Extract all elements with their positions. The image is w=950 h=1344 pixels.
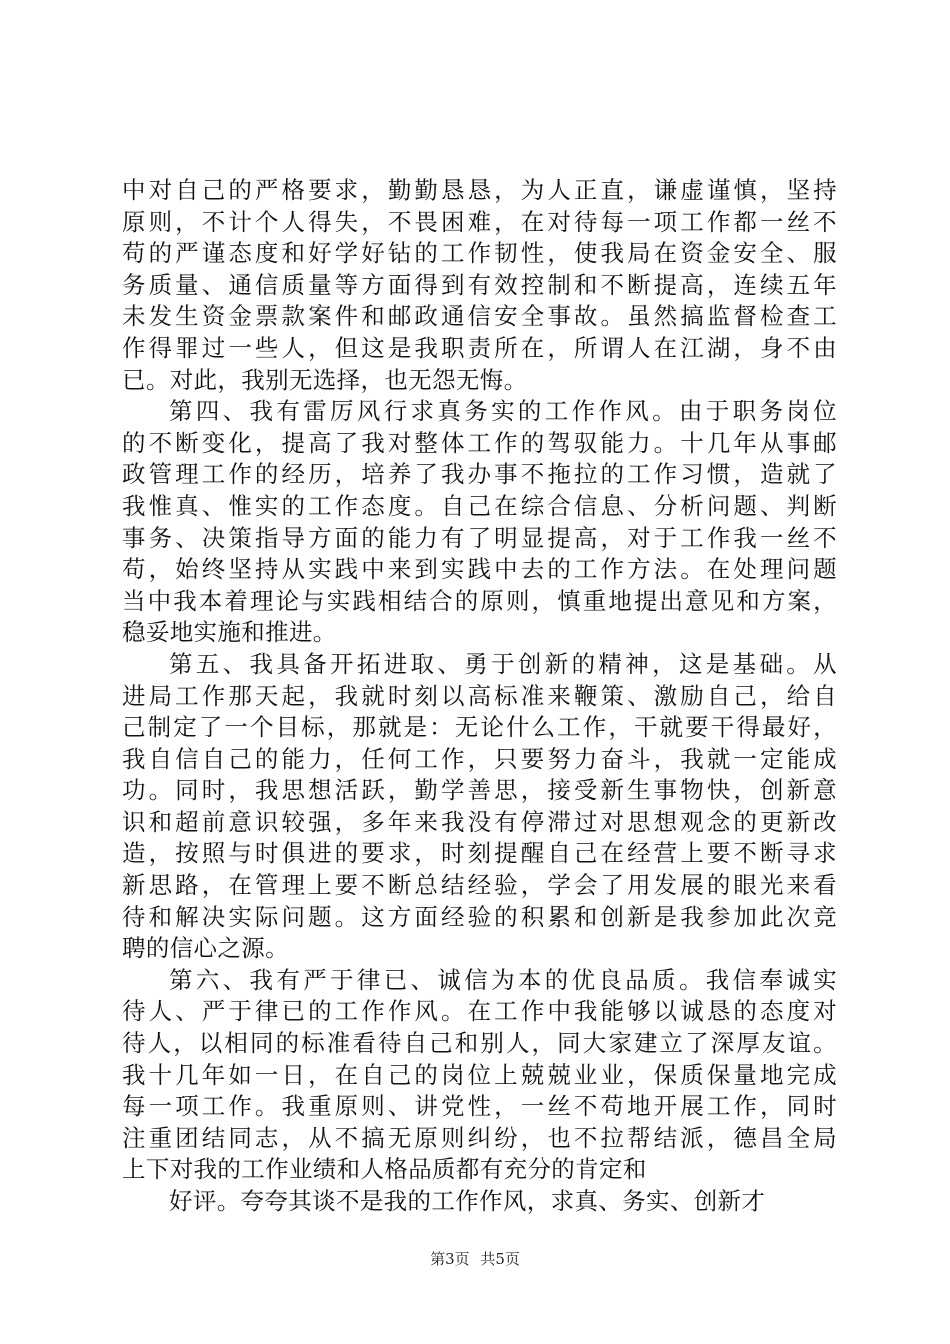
text-line: 功。同时，我思想活跃，勤学善思，接受新生事物快，创新意	[122, 776, 837, 805]
text-line: 每一项工作。我重原则、讲党性，一丝不苟地开展工作，同时	[122, 1092, 837, 1121]
text-line: 进局工作那天起，我就时刻以高标准来鞭策、激励自己，给自	[122, 681, 837, 710]
text-line: 已。对此，我别无选择，也无怨无悔。	[122, 365, 528, 394]
text-line: 聘的信心之源。	[122, 934, 289, 963]
text-line: 己制定了一个目标，那就是：无论什么工作，干就要干得最好，	[122, 713, 837, 742]
paragraph-start-line: 第五、我具备开拓进取、勇于创新的精神，这是基础。从	[169, 649, 837, 678]
text-line: 当中我本着理论与实践相结合的原则，慎重地提出意见和方案，	[122, 586, 837, 615]
page-footer	[0, 1248, 950, 1269]
body-text	[122, 175, 837, 1218]
text-line: 的不断变化，提高了我对整体工作的驾驭能力。十几年从事邮	[122, 428, 837, 457]
paragraph-start-line: 第四、我有雷厉风行求真务实的工作作风。由于职务岗位	[169, 397, 837, 426]
text-line: 我惟真、惟实的工作态度。自己在综合信息、分析问题、判断	[122, 491, 837, 520]
text-line: 务质量、通信质量等方面得到有效控制和不断提高，连续五年	[122, 270, 837, 299]
text-line: 苟的严谨态度和好学好钻的工作韧性，使我局在资金安全、服	[122, 239, 837, 268]
page-number: 第3页	[430, 1250, 470, 1268]
text-line: 待和解决实际问题。这方面经验的积累和创新是我参加此次竞	[122, 902, 837, 931]
text-line: 苟，始终坚持从实践中来到实践中去的工作方法。在处理问题	[122, 555, 837, 584]
text-line: 政管理工作的经历，培养了我办事不拖拉的工作习惯，造就了	[122, 460, 837, 489]
text-line: 造，按照与时俱进的要求，时刻提醒自己在经营上要不断寻求	[122, 839, 837, 868]
text-line: 中对自己的严格要求，勤勤恳恳，为人正直，谦虚谨慎，坚持	[122, 176, 837, 204]
page-total: 共5页	[480, 1250, 520, 1268]
text-line: 我十几年如一日，在自己的岗位上兢兢业业，保质保量地完成	[122, 1060, 837, 1089]
text-line: 待人，以相同的标准看待自己和别人，同大家建立了深厚友谊。	[122, 1029, 837, 1058]
text-line: 注重团结同志，从不搞无原则纠纷，也不拉帮结派，德昌全局	[122, 1123, 837, 1152]
text-line: 事务、决策指导方面的能力有了明显提高，对于工作我一丝不	[122, 523, 837, 552]
text-line: 待人、严于律已的工作作风。在工作中我能够以诚恳的态度对	[122, 997, 837, 1026]
paragraph-start-line: 第六、我有严于律已、诚信为本的优良品质。我信奉诚实	[169, 965, 837, 994]
text-line: 新思路，在管理上要不断总结经验，学会了用发展的眼光来看	[122, 871, 837, 900]
text-line: 我自信自己的能力，任何工作，只要努力奋斗，我就一定能成	[122, 744, 837, 773]
paragraph-start-line: 好评。夸夸其谈不是我的工作作风，求真、务实、创新才	[169, 1187, 766, 1215]
text-line: 稳妥地实施和推进。	[122, 618, 337, 647]
text-line: 作得罪过一些人，但这是我职责所在，所谓人在江湖，身不由	[122, 333, 837, 362]
text-line: 原则，不计个人得失，不畏困难，在对待每一项工作都一丝不	[122, 207, 837, 236]
text-line: 上下对我的工作业绩和人格品质都有充分的肯定和	[122, 1155, 647, 1184]
text-line: 识和超前意识较强，多年来我没有停滞过对思想观念的更新改	[122, 807, 837, 836]
text-line: 未发生资金票款案件和邮政通信安全事故。虽然搞监督检查工	[122, 302, 837, 331]
